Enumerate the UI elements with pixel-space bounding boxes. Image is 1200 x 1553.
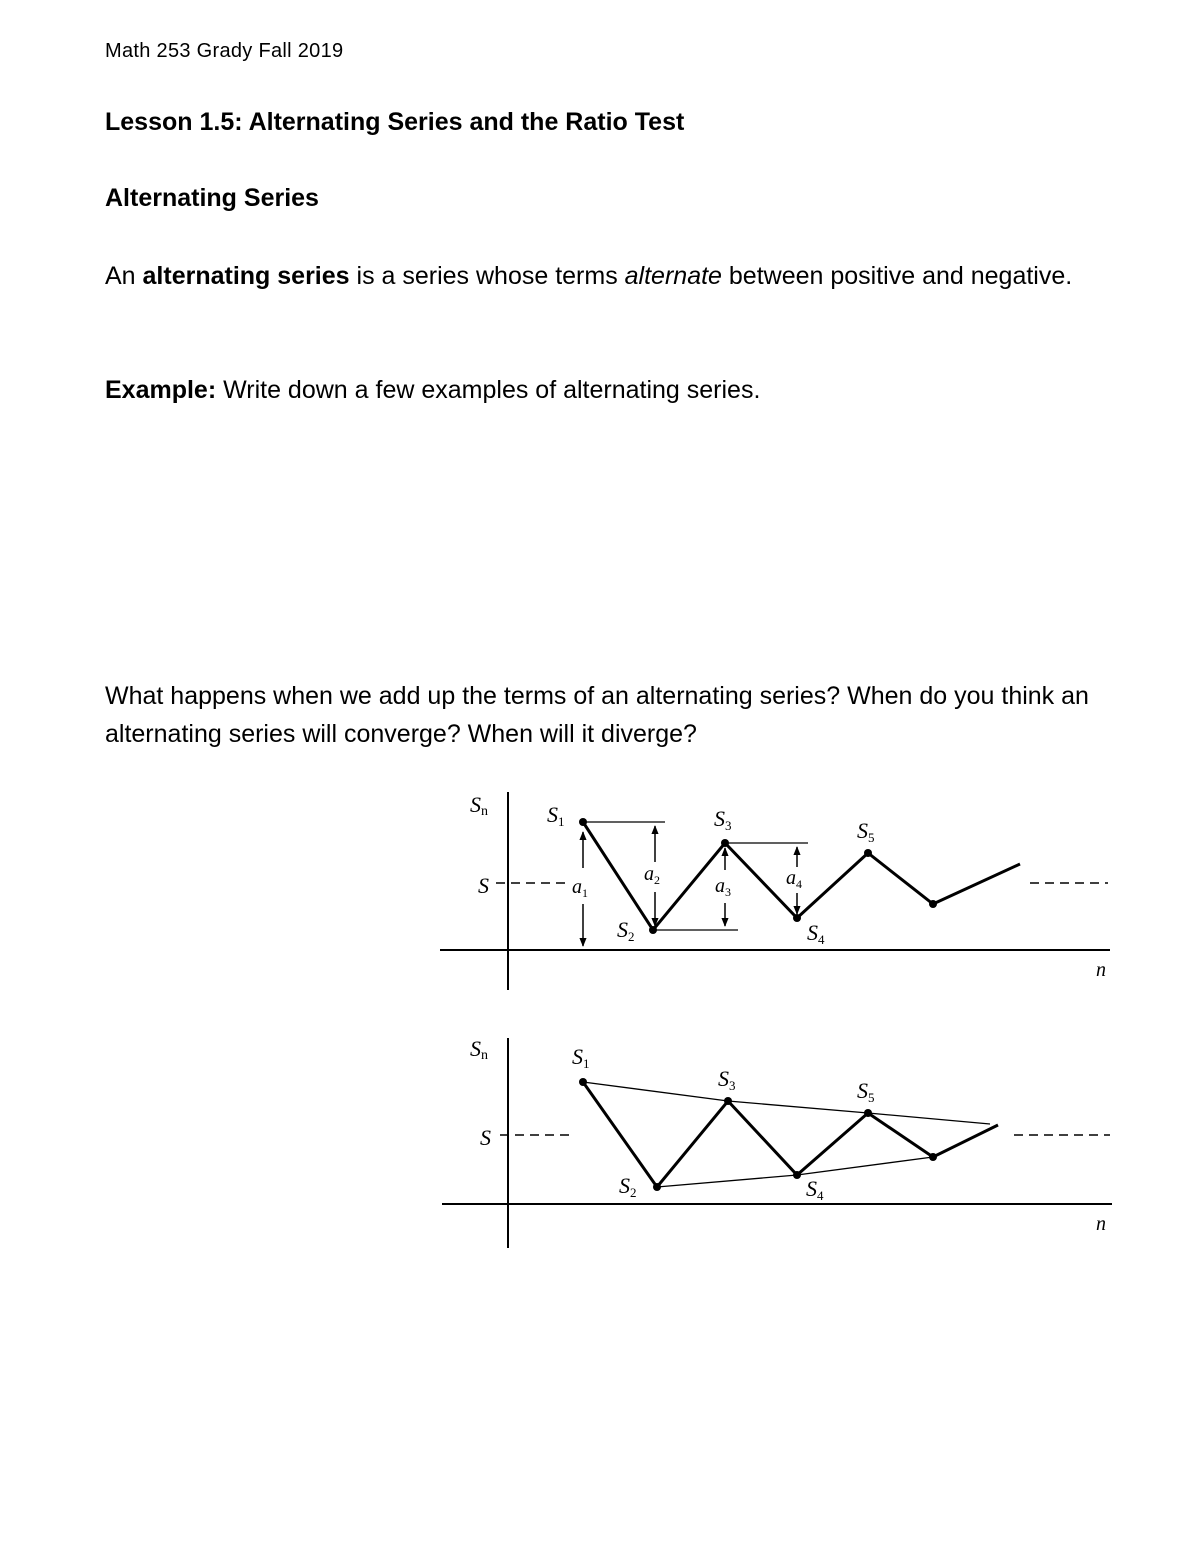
- section-title: Alternating Series: [105, 184, 319, 212]
- definition-emphasis: alternate: [624, 262, 722, 290]
- top-label-s2: S2: [617, 917, 635, 944]
- course-header: Math 253 Grady Fall 2019: [105, 40, 344, 62]
- definition-text-3: between positive and negative.: [721, 262, 1073, 290]
- top-label-a2: $a_2$: [644, 863, 660, 887]
- bottom-point-s2: [653, 1183, 661, 1191]
- example-label: Example:: [105, 376, 217, 404]
- example-text: Write down a few examples of alternating series.: [216, 376, 761, 404]
- bottom-label-s4: S4: [806, 1176, 824, 1203]
- bottom-label-s5: S5: [857, 1078, 875, 1105]
- bottom-label-s1: S1: [572, 1044, 590, 1071]
- top-label-a3: $a_3$: [715, 875, 731, 899]
- top-label-a4: $a_4$: [786, 867, 802, 891]
- top-point-s6: [929, 900, 937, 908]
- bottom-point-s6: [929, 1153, 937, 1161]
- top-label-a1: $a_1$: [572, 876, 588, 900]
- top-limit-label: S: [478, 873, 489, 898]
- bottom-point-s4: [793, 1171, 801, 1179]
- bottom-label-s3: S3: [718, 1066, 736, 1093]
- question-paragraph: What happens when we add up the terms of an alternating series? When do you think an alternating series will converge? When will it diverge?: [105, 682, 1089, 748]
- top-x-axis-label: n: [1096, 959, 1106, 981]
- definition-term: alternating series: [142, 262, 350, 290]
- bottom-point-s1: [579, 1078, 587, 1086]
- bottom-label-s2: S2: [619, 1173, 637, 1200]
- top-point-s4: [793, 914, 801, 922]
- top-y-axis-label: Sn: [470, 792, 488, 819]
- bottom-y-axis-label: Sn: [470, 1036, 488, 1063]
- bottom-upper-envelope: [583, 1082, 990, 1124]
- top-point-s5: [864, 849, 872, 857]
- figure-bottom: [442, 1036, 1112, 1248]
- top-label-s4: S4: [807, 920, 825, 947]
- bottom-x-axis-label: n: [1096, 1213, 1106, 1235]
- bottom-limit-label: S: [480, 1125, 491, 1150]
- bottom-point-s5: [864, 1109, 872, 1117]
- definition-text-2: is a series whose terms: [349, 262, 625, 290]
- top-label-s5: S5: [857, 818, 875, 845]
- definition-text-1: An: [105, 262, 143, 290]
- top-label-s3: S3: [714, 806, 732, 833]
- bottom-point-s3: [724, 1097, 732, 1105]
- lesson-title: Lesson 1.5: Alternating Series and the Ratio Test: [105, 108, 685, 136]
- top-label-s1: S1: [547, 802, 565, 829]
- bottom-partial-sum-path: [583, 1082, 998, 1187]
- figure-top: [440, 792, 1110, 990]
